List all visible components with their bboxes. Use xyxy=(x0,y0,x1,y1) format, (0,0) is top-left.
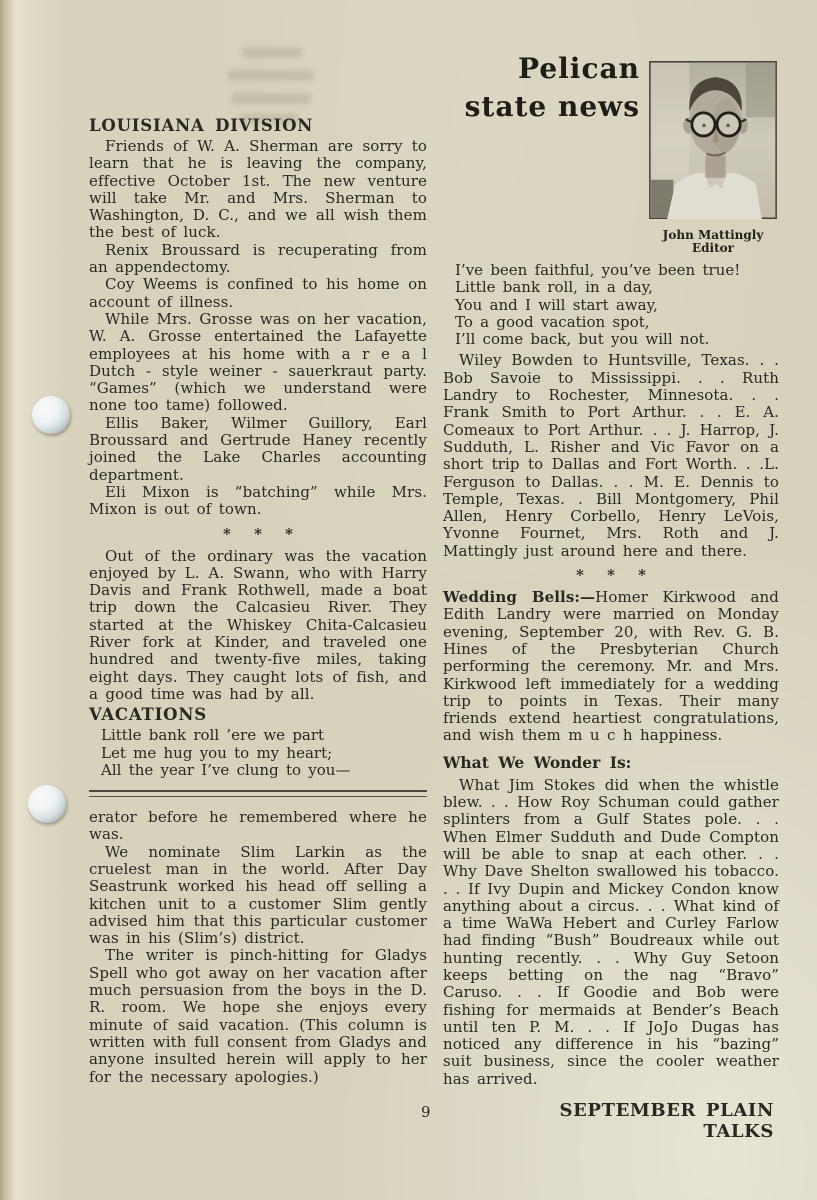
page-number: 9 xyxy=(421,1103,431,1121)
show-through-artifact xyxy=(231,93,311,104)
poem-line: I’ve been faithful, you’ve been true! xyxy=(455,261,741,279)
poem-line: All the year I’ve clung to you— xyxy=(101,760,351,779)
editor-photo xyxy=(649,61,777,219)
poem-line: You and I will start away, xyxy=(455,295,658,314)
section-heading-louisiana-division: LOUISIANA DIVISION xyxy=(89,116,314,135)
poem-line: Little bank roll ’ere we part xyxy=(101,726,325,745)
asterisk-separator: * * * xyxy=(576,566,655,585)
wedding-bells-lead: Wedding Bells:— xyxy=(443,588,596,607)
editor-title: Editor xyxy=(692,241,734,255)
footer-title: SEPTEMBER PLAIN TALKS xyxy=(559,1100,774,1142)
paragraph: While Mrs. Grosse was on her vacation, W. A. Grosse entertained the Lafayette employees at his home with a r e a l Dutch - style weiner - sauerkraut party. “Games” (which we understand were none too tame) followed. xyxy=(89,309,427,415)
paragraph-wonder-list: What Jim Stokes did when the whistle blew. . . How Roy Schuman could gather splinters from a Gulf States pole. . . When Elmer Sudduth and Dude Compton will be able to snap at each other. . . Why Dave Shelton swallowed his tobacco. . . If Ivy Dupin and Mickey Condon know anything about a circus. . . What kind of a time WaWa Hebert and Curley Farlow had finding “Bush” Boudreaux while out hunting recently. . . Why Guy Setoon keeps betting on the nag “Bravo” Caruso. . . If Goodie and Bob were fishing for mermaids at Bender’s Beach until ten P. M. . . If JoJo Dugas has noticed any difference in his “bazing” suit business, since the cooler weather has arrived. xyxy=(443,775,779,1088)
poem-line: To a good vacation spot, xyxy=(455,312,650,331)
photo-caption xyxy=(649,229,777,255)
asterisk-separator: * * * xyxy=(223,524,302,543)
paragraph-travel-notes: Wiley Bowden to Huntsville, Texas. . . Bob Savoie to Mississippi. . . Ruth Landry to Rochester, Minnesota. . . Frank Smith to Port Arthur. . . E. A. Comeaux to Port Arthur. . . J. Harrop, J. Sudduth, L. Risher and Vic Favor on a short trip to Dallas and Fort Worth. . .L. Ferguson to Dallas. . . M. E. Dennis to Temple, Texas. . Bill Montgomery, Phil Allen, Henry Corbello, Henry LeVois, Yvonne Fournet, Mrs. Roth and J. Mattingly just around here and there. xyxy=(443,351,779,560)
paragraph: Out of the ordinary was the vacation enjoyed by L. A. Swann, who with Harry Davis and Frank Rothwell, made a boat trip down the Calcasieu River. They started at the Whiskey Chita-Calcasieu River fork at Kinder, and traveled one hundred and twenty-five miles, taking eight days. They caught lots of fish, and a good time was had by all. xyxy=(89,546,427,703)
paragraph-wedding-bells xyxy=(443,589,779,745)
left-column xyxy=(89,116,427,1086)
punch-hole xyxy=(28,785,66,823)
paragraph: erator before he remembered where he was. xyxy=(89,808,427,844)
paragraph: We nominate Slim Larkin as the cruelest man in the world. After Day Seastrunk worked his head off selling a kitchen unit to a customer Slim gently advised him that this particular customer was in his (Slim’s) district. xyxy=(89,842,427,948)
masthead-title xyxy=(440,50,640,126)
wedding-bells-body: Homer Kirkwood and Edith Landry were married on Monday evening, September 20, with Rev. G. B. Hines of the Presbyterian Church performing the ceremony. Mr. and Mrs. Kirkwood left immediately for a wedding trip to points in Texas. Their many friends extend heartiest congratulations, and wish them m u c h happiness. xyxy=(443,588,779,745)
section-heading-what-we-wonder: What We Wonder Is: xyxy=(443,752,632,772)
paragraph: Coy Weems is confined to his home on account of illness. xyxy=(89,275,427,311)
masthead-line-2: state news xyxy=(464,90,640,123)
editor-portrait-image xyxy=(649,61,777,219)
paragraph: Renix Broussard is recuperating from an appendectomy. xyxy=(89,240,427,277)
punch-hole xyxy=(32,396,70,434)
poem-line: I’ll come back, but you will not. xyxy=(455,330,710,349)
poem-line: Let me hug you to my heart; xyxy=(101,743,333,762)
column-divider-rule xyxy=(89,790,427,797)
paragraph: Eli Mixon is “batching” while Mrs. Mixon is out of town. xyxy=(89,482,427,519)
paragraph: Friends of W. A. Sherman are sorry to learn that he is leaving the company, effective October 1st. The new venture will take Mr. and Mrs. Sherman to Washington, D. C., and we all wish them the best of luck. xyxy=(89,137,427,242)
poem-line: Little bank roll, in a day, xyxy=(455,278,653,297)
paragraph: The writer is pinch-hitting for Gladys Spell who got away on her vacation after much persuasion from the boys in the D. R. room. We hope she enjoys every minute of said vacation. (This column is written with full consent from Gladys and anyone insulted herein will apply to her for the necessary apologies.) xyxy=(89,946,427,1086)
masthead-line-1: Pelican xyxy=(518,52,640,85)
section-heading-vacations: VACATIONS xyxy=(89,705,207,725)
paragraph: Ellis Baker, Wilmer Guillory, Earl Broussard and Gertrude Haney recently joined the Lake Charles accounting department. xyxy=(89,413,427,484)
right-column xyxy=(443,262,779,1088)
show-through-artifact xyxy=(243,47,301,58)
show-through-artifact xyxy=(228,70,314,81)
editor-name: John Mattingly xyxy=(662,228,764,242)
